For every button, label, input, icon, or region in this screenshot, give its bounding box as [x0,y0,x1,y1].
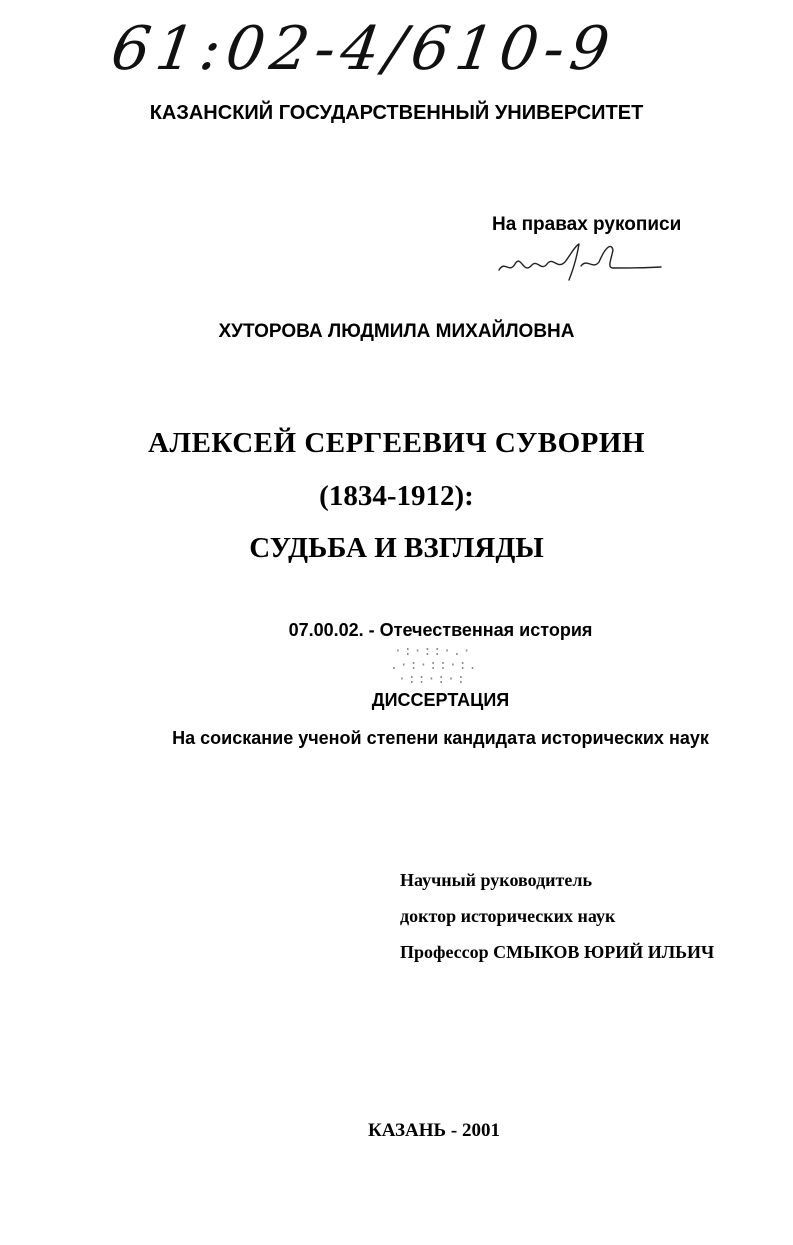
advisor-label: Научный руководитель [400,870,592,890]
title-line-1: АЛЕКСЕЙ СЕРГЕЕВИЧ СУВОРИН [148,427,645,459]
document-type: ДИССЕРТАЦИЯ [371,690,510,710]
title-line-2: (1834-1912): [319,480,474,512]
signature [495,240,665,286]
specialty: 07.00.02. - Отечественная история [288,620,593,640]
advisor-name: Профессор СМЫКОВ ЮРИЙ ИЛЬИЧ [400,942,715,962]
archive-number: 61:02-4/610-9 [107,14,620,84]
author-name: ХУТОРОВА ЛЮДМИЛА МИХАЙЛОВНА [218,321,575,342]
advisor-degree: доктор исторических наук [400,906,616,926]
manuscript-rights: На правах рукописи [492,214,682,235]
city-year: КАЗАНЬ - 2001 [368,1120,500,1141]
library-stamp: ·:·::·.· .·:·::·:. ·::·:·: [390,644,479,687]
university-name: КАЗАНСКИЙ ГОСУДАРСТВЕННЫЙ УНИВЕРСИТЕТ [149,102,644,124]
degree: На соискание ученой степени кандидата исторических наук [172,728,709,748]
title-line-3: СУДЬБА И ВЗГЛЯДЫ [249,532,544,564]
